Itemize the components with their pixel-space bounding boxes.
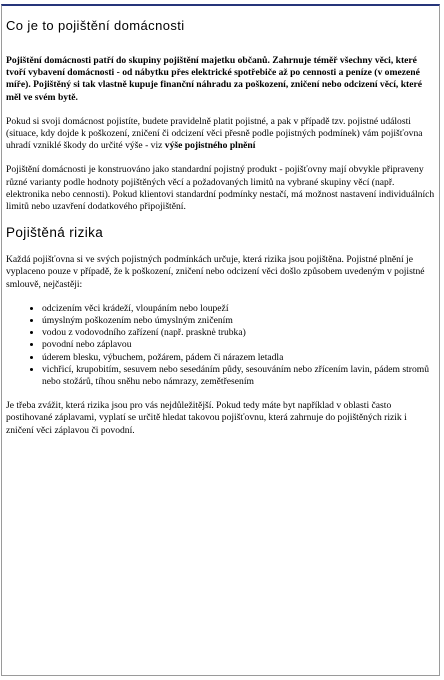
article-content [2, 6, 439, 437]
list-item: • vichřicí, krupobitím, sesuvem nebo sesedáním půdy, sesouváním nebo zřícením lavin, pádem stromů nebo stožárů, tíhou sněhu nebo námrazy, zemětřesením [42, 364, 435, 388]
product-paragraph: Pojištění domácnosti je konstruováno jako standardní pojistný produkt - pojišťovny mají obvykle připraveny různé varianty podle hodnoty pojištěných věcí a požadovaných limitů na vybrané skupiny věcí (např. elektronika nebo cennosti). Pokud klientovi standardní podmínky nestačí, má možnost nastavení individuálních limitů nebo uzavření dodatkového připojištění. [6, 164, 435, 213]
risks-intro-paragraph: Každá pojišťovna si ve svých pojistných podmínkách určuje, která rizika jsou pojištěna. Pojistné plnění je vyplaceno pouze v případě, že k poškození, zničení nebo odcizení věci došlo způsobem uvedeným v pojistné smlouvě, nejčastěji: [6, 254, 425, 290]
coverage-amount-link[interactable]: výše pojistného plnění [164, 140, 256, 152]
section-title-risks: Pojištěná rizika [6, 225, 104, 241]
premium-paragraph [6, 116, 435, 153]
intro-paragraph: Pojištění domácnosti patří do skupiny pojištění majetku občanů. Zahrnuje téměř všechny věci, které tvoří vybavení domácnosti - od nábytku přes elektrické spotřebiče až po cennosti a peníze (v omezené míře). Pojištěný si tak vlastně kupuje finanční náhradu za poškození, zničení nebo odcizení věcí, které měl ve svém bytě. [6, 55, 422, 103]
advice-paragraph: Je třeba zvážit, která rizika jsou pro vás nejdůležitější. Pokud tedy máte byt například v oblasti často postihované záplavami, vyplatí se určitě hledat takovou pojišťovnu, která zahrnuje do pojištěných rizik i zničení věci záplavou či povodní. [6, 400, 407, 436]
document-frame [1, 4, 440, 676]
list-item: • povodní nebo záplavou [42, 339, 435, 351]
page-title: Co je to pojištění domácnosti [6, 18, 185, 33]
risks-list [6, 303, 435, 388]
list-item: • úderem blesku, výbuchem, požárem, pádem či nárazem letadla [42, 352, 435, 364]
list-item: • odcizením věci krádeží, vloupáním nebo loupeží [42, 303, 435, 315]
list-item: • úmyslným poškozením nebo úmyslným zničením [42, 315, 435, 327]
list-item: • vodou z vodovodního zařízení (např. prasknė trubka) [42, 327, 435, 339]
premium-text: Pokud si svoji domácnost pojistíte, budete pravidelně platit pojistné, a pak v případě tzv. pojistné události (situace, kdy dojde k poškození, zničení či odcizení věci přesně podle pojistných podmínek) vám pojišťovna uhradí vzniklé škody do určité výše - viz [6, 115, 423, 152]
